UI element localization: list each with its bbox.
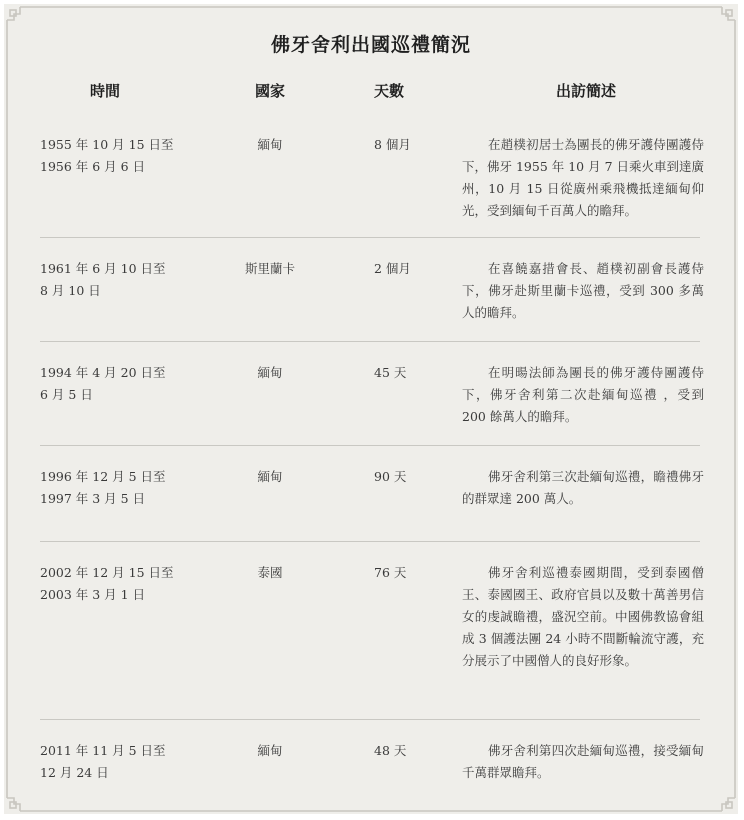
description-cell: 佛牙舍利巡禮泰國期間，受到泰國僧王、泰國國王、政府官員以及數十萬善男信女的虔誠瞻禮，盛況空前。中國佛教協會組成 3 個護法團 24 小時不間斷輪流守護，充分展示了中國僧人的良好形象。	[462, 565, 704, 668]
table-row	[40, 114, 705, 238]
country-cell: 緬甸	[257, 365, 283, 380]
time-end: 8 月 10 日	[40, 283, 101, 298]
table-row	[40, 720, 704, 810]
time-cell	[40, 740, 190, 784]
description-cell: 在趙樸初居士為團長的佛牙護侍團護侍下，佛牙 1955 年 10 月 7 日乘火車到達廣州，10 月 15 日從廣州乘飛機抵達緬甸仰光，受到緬甸千百萬人的瞻拜。	[462, 137, 705, 218]
time-cell	[40, 134, 190, 178]
page-title: 佛牙舍利出國巡禮簡況	[270, 34, 471, 56]
time-cell	[40, 258, 190, 302]
time-end: 6 月 5 日	[40, 387, 93, 402]
table-body	[40, 114, 705, 810]
time-start: 1994 年 4 月 20 日至	[40, 365, 166, 380]
time-end: 1997 年 3 月 5 日	[40, 491, 146, 506]
country-cell: 泰國	[257, 565, 283, 580]
table-row	[40, 342, 704, 446]
days-cell: 90 天	[374, 469, 407, 484]
table-row	[40, 542, 704, 720]
time-start: 1955 年 10 月 15 日至	[40, 137, 174, 152]
time-start: 1961 年 6 月 10 日至	[40, 261, 166, 276]
description-cell: 在明暘法師為團長的佛牙護侍團護侍下，佛牙舍利第二次赴緬甸巡禮 ，受到 200 餘萬人的瞻拜。	[462, 365, 704, 424]
days-cell: 76 天	[374, 565, 407, 580]
days-cell: 48 天	[374, 743, 407, 758]
country-cell: 緬甸	[257, 743, 283, 758]
time-end: 12 月 24 日	[40, 765, 109, 780]
description-cell: 在喜饒嘉措會長、趙樸初副會長護侍下，佛牙赴斯里蘭卡巡禮，受到 300 多萬人的瞻拜。	[462, 261, 704, 320]
time-cell	[40, 562, 190, 606]
header-time: 時間	[90, 82, 121, 100]
time-cell	[40, 362, 190, 406]
country-cell: 斯里蘭卡	[244, 261, 295, 276]
time-cell	[40, 466, 190, 510]
days-cell: 8 個月	[374, 137, 411, 152]
time-start: 2002 年 12 月 15 日至	[40, 565, 174, 580]
country-cell: 緬甸	[257, 469, 283, 484]
description-cell: 佛牙舍利第四次赴緬甸巡禮，接受緬甸千萬群眾瞻拜。	[462, 743, 704, 780]
table-row	[40, 238, 704, 342]
time-start: 2011 年 11 月 5 日至	[40, 743, 166, 758]
days-cell: 45 天	[374, 365, 407, 380]
header-days: 天數	[374, 82, 405, 100]
time-end: 1956 年 6 月 6 日	[40, 159, 146, 174]
header-country: 國家	[255, 82, 286, 100]
days-cell: 2 個月	[374, 261, 411, 276]
description-cell: 佛牙舍利第三次赴緬甸巡禮，瞻禮佛牙的群眾達 200 萬人。	[462, 469, 704, 506]
country-cell: 緬甸	[257, 137, 283, 152]
header-description: 出訪簡述	[556, 82, 617, 100]
time-end: 2003 年 3 月 1 日	[40, 587, 146, 602]
table-row	[40, 446, 704, 542]
document-panel	[4, 4, 738, 814]
time-start: 1996 年 12 月 5 日至	[40, 469, 166, 484]
